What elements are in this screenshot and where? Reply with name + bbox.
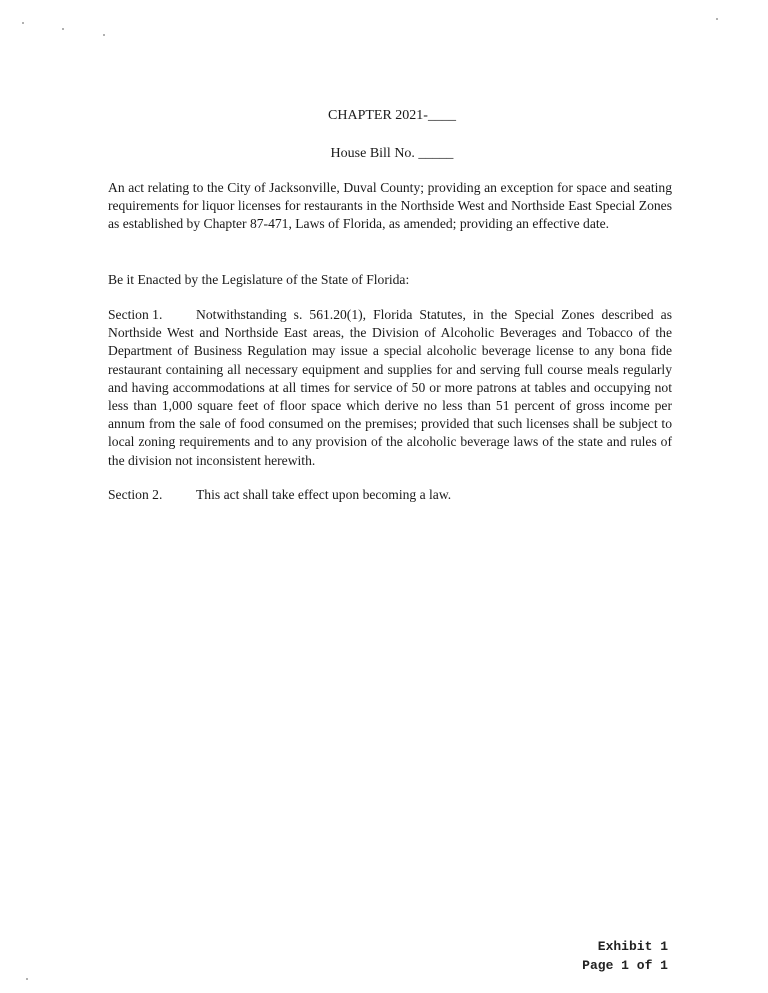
scan-speck: [22, 22, 24, 24]
scan-speck: [716, 18, 718, 20]
exhibit-page-number: Page 1 of 1: [582, 958, 668, 973]
section-1: [108, 306, 672, 470]
scan-speck: [62, 28, 64, 30]
section-1-text: Notwithstanding s. 561.20(1), Florida Statutes, in the Special Zones described as Northside West and Northside East areas, the Division of Alcoholic Beverages and Tobacco of the Department of Business Regulation may issue a special alcoholic beverage license to any bona fide restaurant containing all necessary equipment and supplies for and serving full course meals regularly and having accommodations at all times for service of 50 or more patrons at tables and occupying not less than 1,000 square feet of floor space which derive no less than 51 percent of gross income per annum from the sale of food consumed on the premises; provided that such licenses shall be subject to local zoning requirements and to any provision of the alcoholic beverage laws of the state and rules of the division not inconsistent herewith.: [108, 307, 672, 468]
scan-speck: [26, 978, 28, 980]
section-2-text: This act shall take effect upon becoming a law.: [196, 487, 452, 502]
section-2-label: Section 2.: [108, 487, 163, 502]
enacting-clause: Be it Enacted by the Legislature of the State of Florida:: [108, 272, 410, 287]
act-title-paragraph: An act relating to the City of Jacksonville, Duval County; providing an exception for space and seating requirements for liquor licenses for restaurants in the Northside West and Northside East Special Zones as established by Chapter 87-471, Laws of Florida, as amended; providing an effective date.: [108, 180, 672, 232]
bill-number: House Bill No. _____: [330, 146, 454, 161]
exhibit-label: Exhibit 1: [597, 939, 668, 954]
section-1-label: Section 1.: [108, 307, 163, 322]
section-2: [108, 486, 672, 504]
chapter-heading: CHAPTER 2021-____: [328, 108, 456, 123]
scan-speck: [103, 34, 105, 36]
